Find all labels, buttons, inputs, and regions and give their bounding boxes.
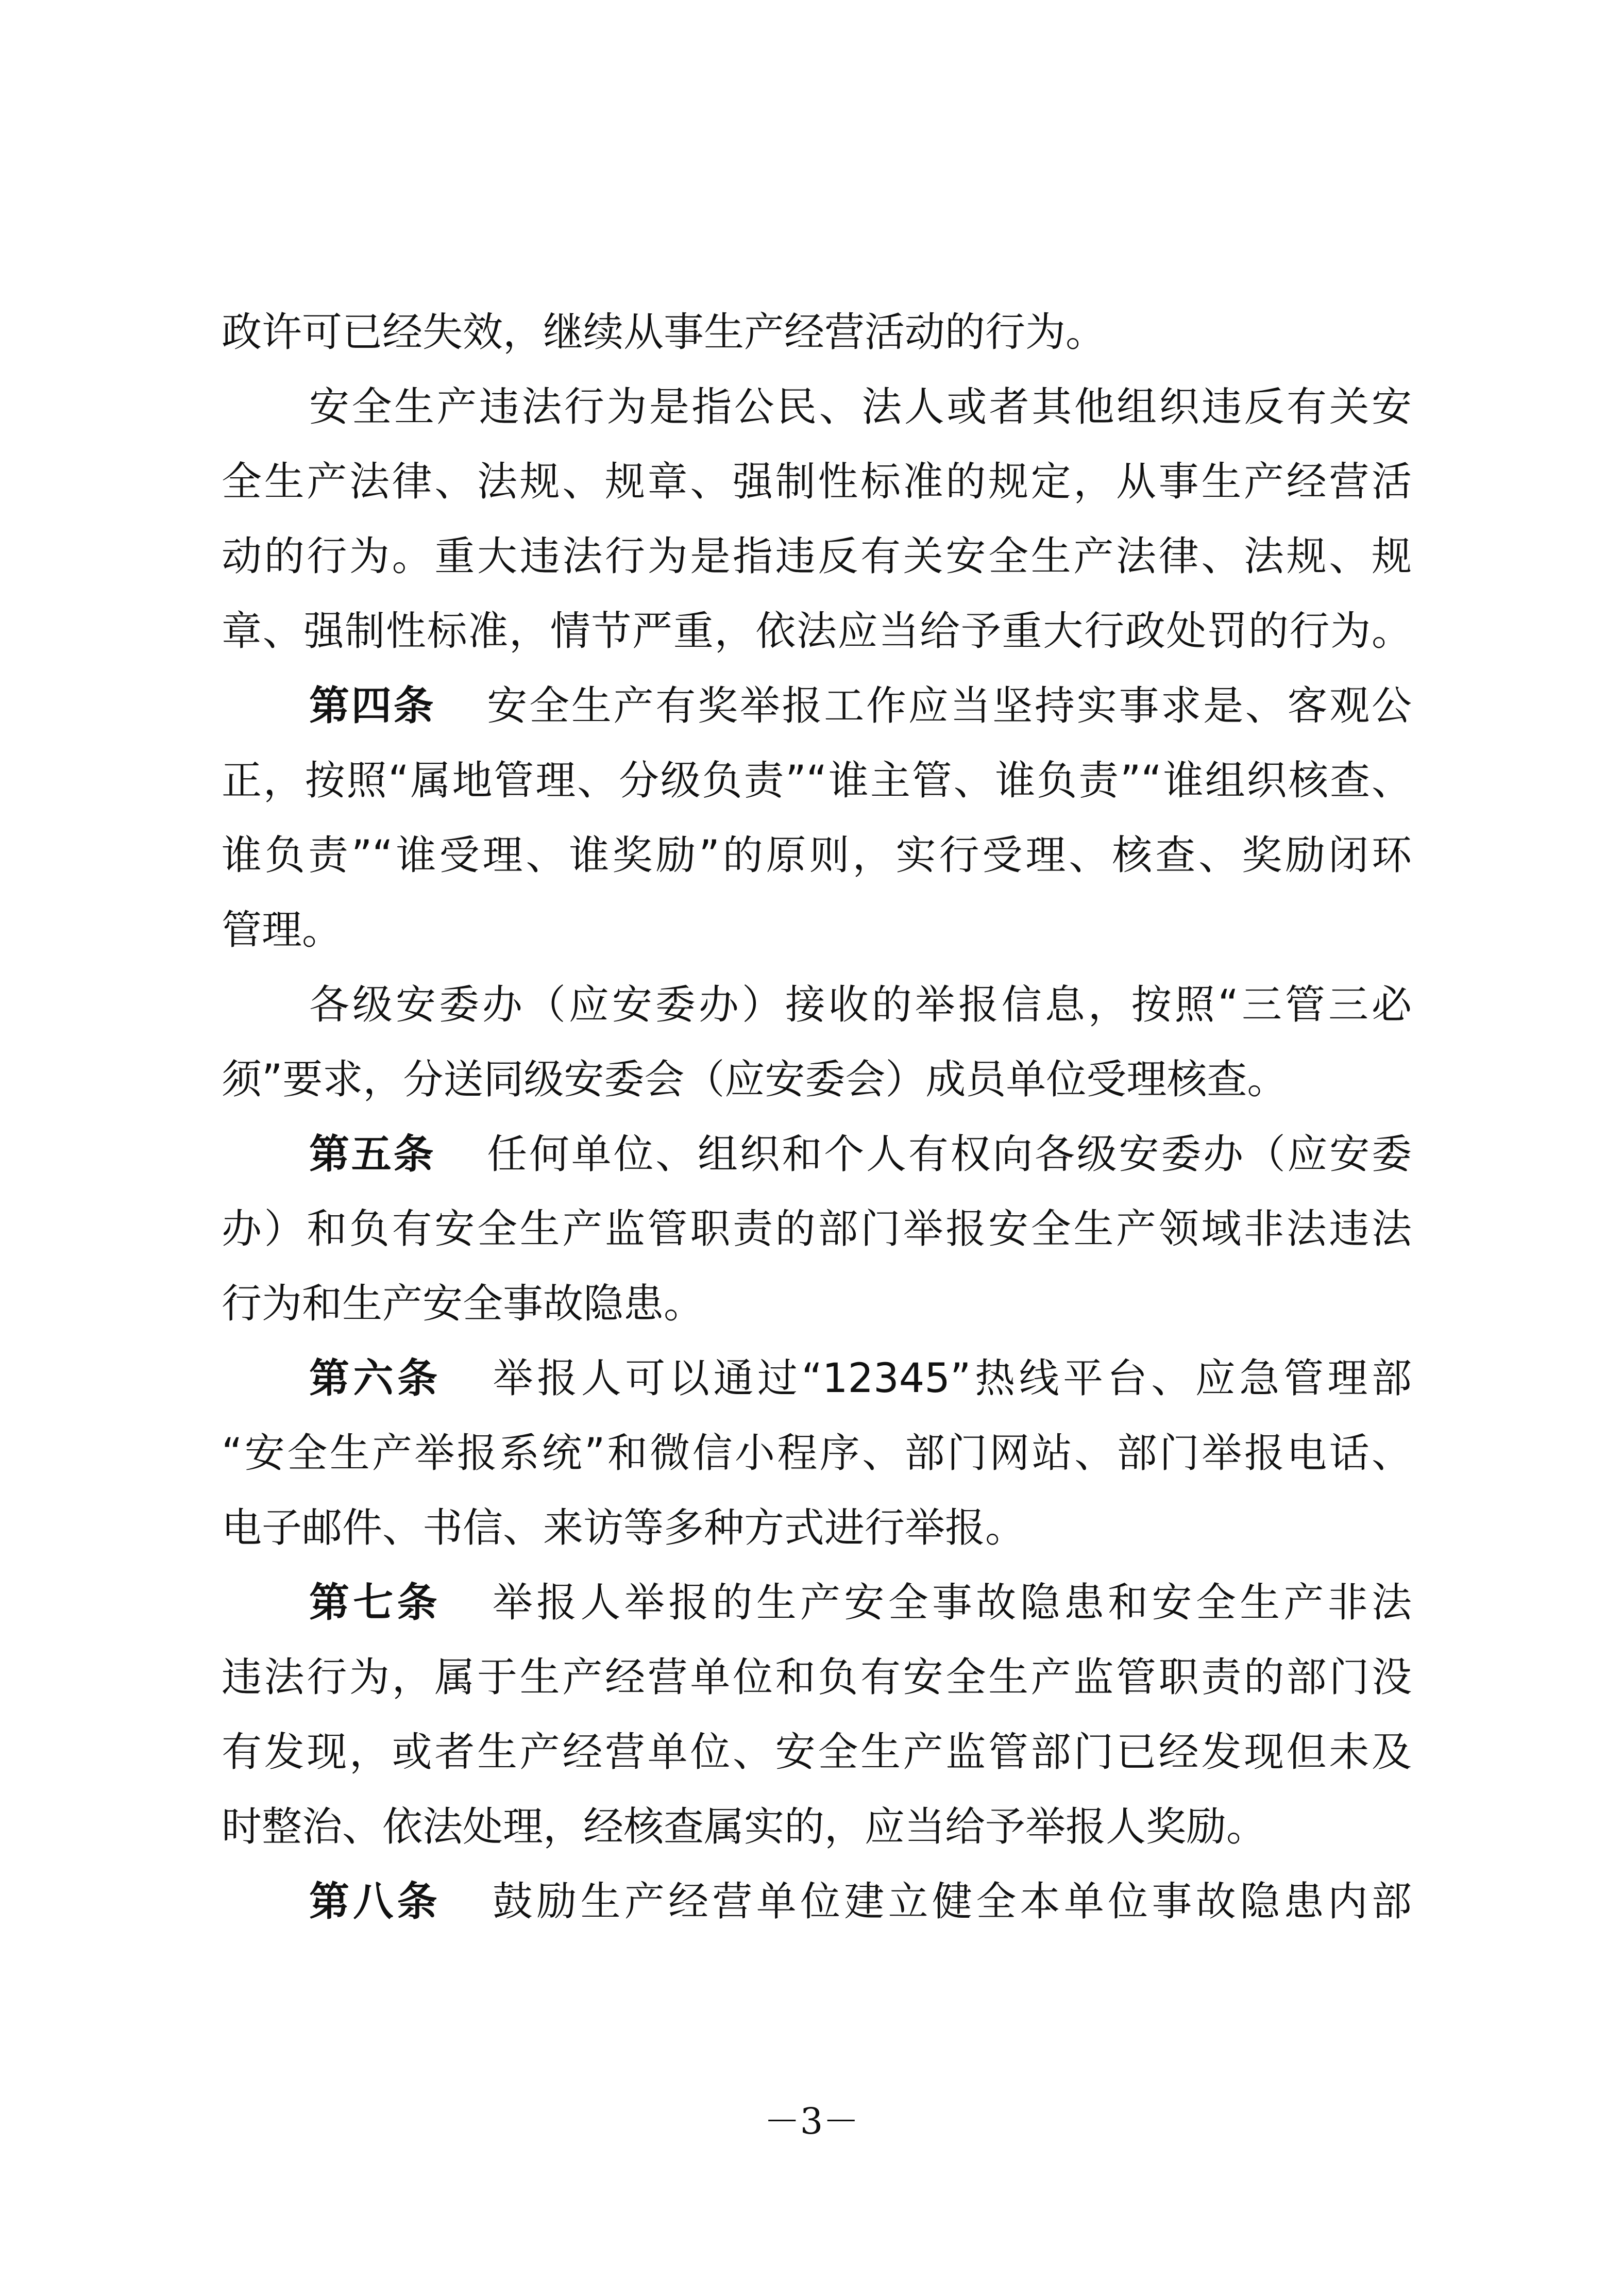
- line-text: 举报人举报的生产安全事故隐患和安全生产非法: [492, 1580, 1412, 1626]
- page-number: －3－: [764, 2100, 859, 2142]
- line-text: 全生产法律、法规、规章、强制性标准的规定，从事生产经营活: [222, 459, 1412, 505]
- line-text: 任何单位、组织和个人有权向各级安委办（应安委: [487, 1131, 1412, 1178]
- text-line: [222, 1796, 1412, 1858]
- line-text: 动的行为。重大违法行为是指违反有关安全生产法律、法规、规: [222, 533, 1412, 580]
- text-line: [222, 451, 1412, 513]
- line-text: 违法行为，属于生产经营单位和负有安全生产监管职责的部门没: [222, 1654, 1412, 1701]
- line-text: 谁负责”“谁受理、谁奖励”的原则，实行受理、核查、奖励闭环: [222, 832, 1412, 879]
- line-text: “安全生产举报系统”和微信小程序、部门网站、部门举报电话、: [222, 1430, 1412, 1477]
- text-line: [222, 526, 1412, 588]
- article-line: [222, 675, 1412, 737]
- line-text: 时整治、依法处理，经核查属实的，应当给予举报人奖励。: [222, 1804, 1267, 1850]
- text-line: [222, 974, 1412, 1036]
- line-text: 各级安委办（应安委办）接收的举报信息，按照“三管三必: [309, 982, 1412, 1028]
- line-text: 章、强制性标准，情节严重，依法应当给予重大行政处罚的行为。: [222, 608, 1412, 655]
- text-line: [222, 1422, 1412, 1484]
- text-line: [222, 301, 1412, 363]
- line-text: 管理。: [222, 907, 343, 953]
- text-line: [222, 1049, 1412, 1111]
- line-text: 安全生产违法行为是指公民、法人或者其他组织违反有关安: [309, 384, 1412, 430]
- line-text: 行为和生产安全事故隐患。: [222, 1281, 704, 1327]
- article-heading: 第五条: [309, 1131, 436, 1178]
- text-line: [222, 899, 1412, 961]
- line-text: 须”要求，分送同级安委会（应安委会）成员单位受理核查。: [222, 1057, 1288, 1103]
- text-line: [222, 1273, 1412, 1335]
- line-text: 正，按照“属地管理、分级负责”“谁主管、谁负责”“谁组织核查、: [222, 758, 1412, 804]
- line-text: 安全生产有奖举报工作应当坚持实事求是、客观公: [487, 683, 1412, 729]
- text-line: [222, 600, 1412, 662]
- article-heading: 第八条: [309, 1879, 441, 1925]
- text-line: [222, 376, 1412, 438]
- line-text: 政许可已经失效，继续从事生产经营活动的行为。: [222, 309, 1106, 356]
- text-line: [222, 750, 1412, 812]
- text-line: [222, 1198, 1412, 1260]
- article-heading: 第四条: [309, 683, 436, 729]
- article-line: [222, 1572, 1412, 1634]
- article-heading: 第六条: [309, 1355, 442, 1402]
- article-heading: 第七条: [309, 1580, 441, 1626]
- text-line: [222, 1647, 1412, 1708]
- line-text: 办）和负有安全生产监管职责的部门举报安全生产领域非法违法: [222, 1206, 1412, 1252]
- line-text: 鼓励生产经营单位建立健全本单位事故隐患内部: [492, 1879, 1412, 1925]
- line-text: 有发现，或者生产经营单位、安全生产监管部门已经发现但未及: [222, 1729, 1412, 1775]
- article-line: [222, 1871, 1412, 1933]
- article-line: [222, 1348, 1412, 1410]
- line-text: 举报人可以通过“12345”热线平台、应急管理部: [493, 1355, 1412, 1402]
- text-line: [222, 1721, 1412, 1783]
- line-text: 电子邮件、书信、来访等多种方式进行举报。: [222, 1505, 1026, 1551]
- article-line: [222, 1124, 1412, 1185]
- text-line: [222, 825, 1412, 886]
- text-line: [222, 1497, 1412, 1559]
